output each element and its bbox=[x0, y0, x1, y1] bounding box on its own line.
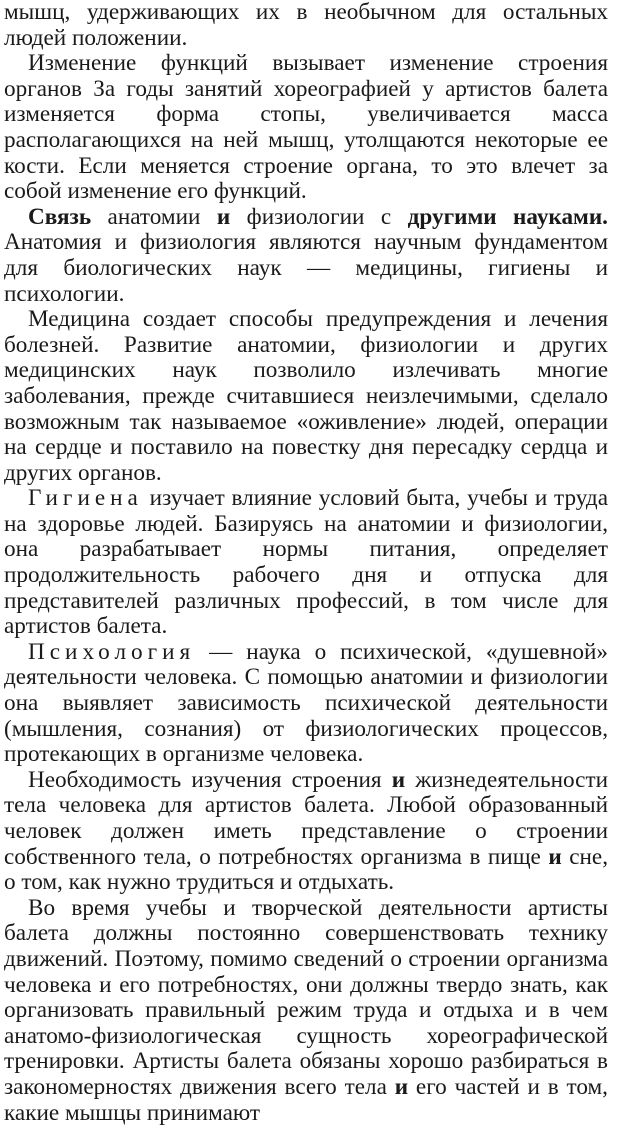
text-segment: — наука о психической, «душевной» деятельности человека. С помощью анатомии и физиологии она выявляет зависимость психической деятельности (мышления, сознания) от физиологических процессов, протекающих в организме человека. bbox=[4, 638, 608, 768]
paragraph-function-structure bbox=[4, 51, 608, 205]
bold-term: и bbox=[216, 203, 231, 230]
bold-term: и bbox=[394, 1073, 409, 1100]
bold-term: и bbox=[391, 766, 406, 793]
text-segment: физиологии с bbox=[230, 203, 408, 230]
paragraph-continuation bbox=[4, 0, 608, 51]
paragraph-hygiene bbox=[4, 486, 608, 640]
text-segment: Необходимость изучения строения bbox=[28, 766, 392, 793]
text-segment: анатомии bbox=[91, 203, 217, 230]
bold-term: и bbox=[548, 843, 562, 870]
spaced-term: Гигиена bbox=[28, 485, 143, 512]
paragraph-psychology bbox=[4, 640, 608, 768]
text-segment: мышц, удерживающих их в необычном для остальных людей положении. bbox=[4, 0, 608, 51]
text-segment: Анатомия и физиология являются научным фундаментом для биологических наук — медицины, гигиены и психологии. bbox=[4, 229, 608, 307]
paragraph-science-links bbox=[4, 205, 608, 307]
text-segment: сне, о том, как нужно трудиться и отдыхать. bbox=[4, 843, 608, 896]
text-segment: жизнедеятельности тела человека для артистов балета. Любой образованный человек должен иметь представление о строении собственного тела, о потребностях организма в пище bbox=[4, 766, 608, 870]
text-segment: Изменение функций вызывает изменение строения органов За годы занятий хореографией у артистов балета изменяется форма стопы, увеличивается масса располагающихся на ней мышц, утолщаются некоторые ее кости. Если меняется строение органа, то это влечет за собой изменение его функций. bbox=[4, 50, 608, 205]
text-segment: его частей и в том, какие мышцы принимают bbox=[4, 1073, 608, 1126]
bold-term: другими науками. bbox=[407, 203, 608, 230]
text-segment: Во время учебы и творческой деятельности артисты балета должны постоянно совершенствовать технику движений. Поэтому, помимо сведений о строении организма человека и его потребностях, они должны твердо знать, как организовать правильный режим труда и отдыха и в чем анатомо-физиологическая сущность хореографической тренировки. Артисты балета обязаны хорошо разбираться в закономерностях движения всего тела bbox=[4, 894, 608, 1100]
text-segment: изучает влияние условий быта, учебы и труда на здоровье людей. Базируясь на анатомии и физиологии, она разрабатывает нормы питания, определяет продолжительность рабочего дня и отпуска для представителей различных профессий, в том числе для артистов балета. bbox=[4, 485, 608, 640]
spaced-term: Психология bbox=[28, 638, 196, 665]
text-segment: Медицина создает способы предупреждения и лечения болезней. Развитие анатомии, физиологии и других медицинских наук позволило излечивать многие заболевания, прежде считавшиеся неизлечимыми, сделало возможным так называемое «оживление» людей, операции на сердце и поставило на повестку дня пересадку сердца и других органов. bbox=[4, 306, 608, 486]
paragraph-training bbox=[4, 896, 608, 1126]
bold-term: Связь bbox=[28, 203, 92, 230]
paragraph-necessity bbox=[4, 768, 608, 896]
paragraph-medicine bbox=[4, 307, 608, 486]
